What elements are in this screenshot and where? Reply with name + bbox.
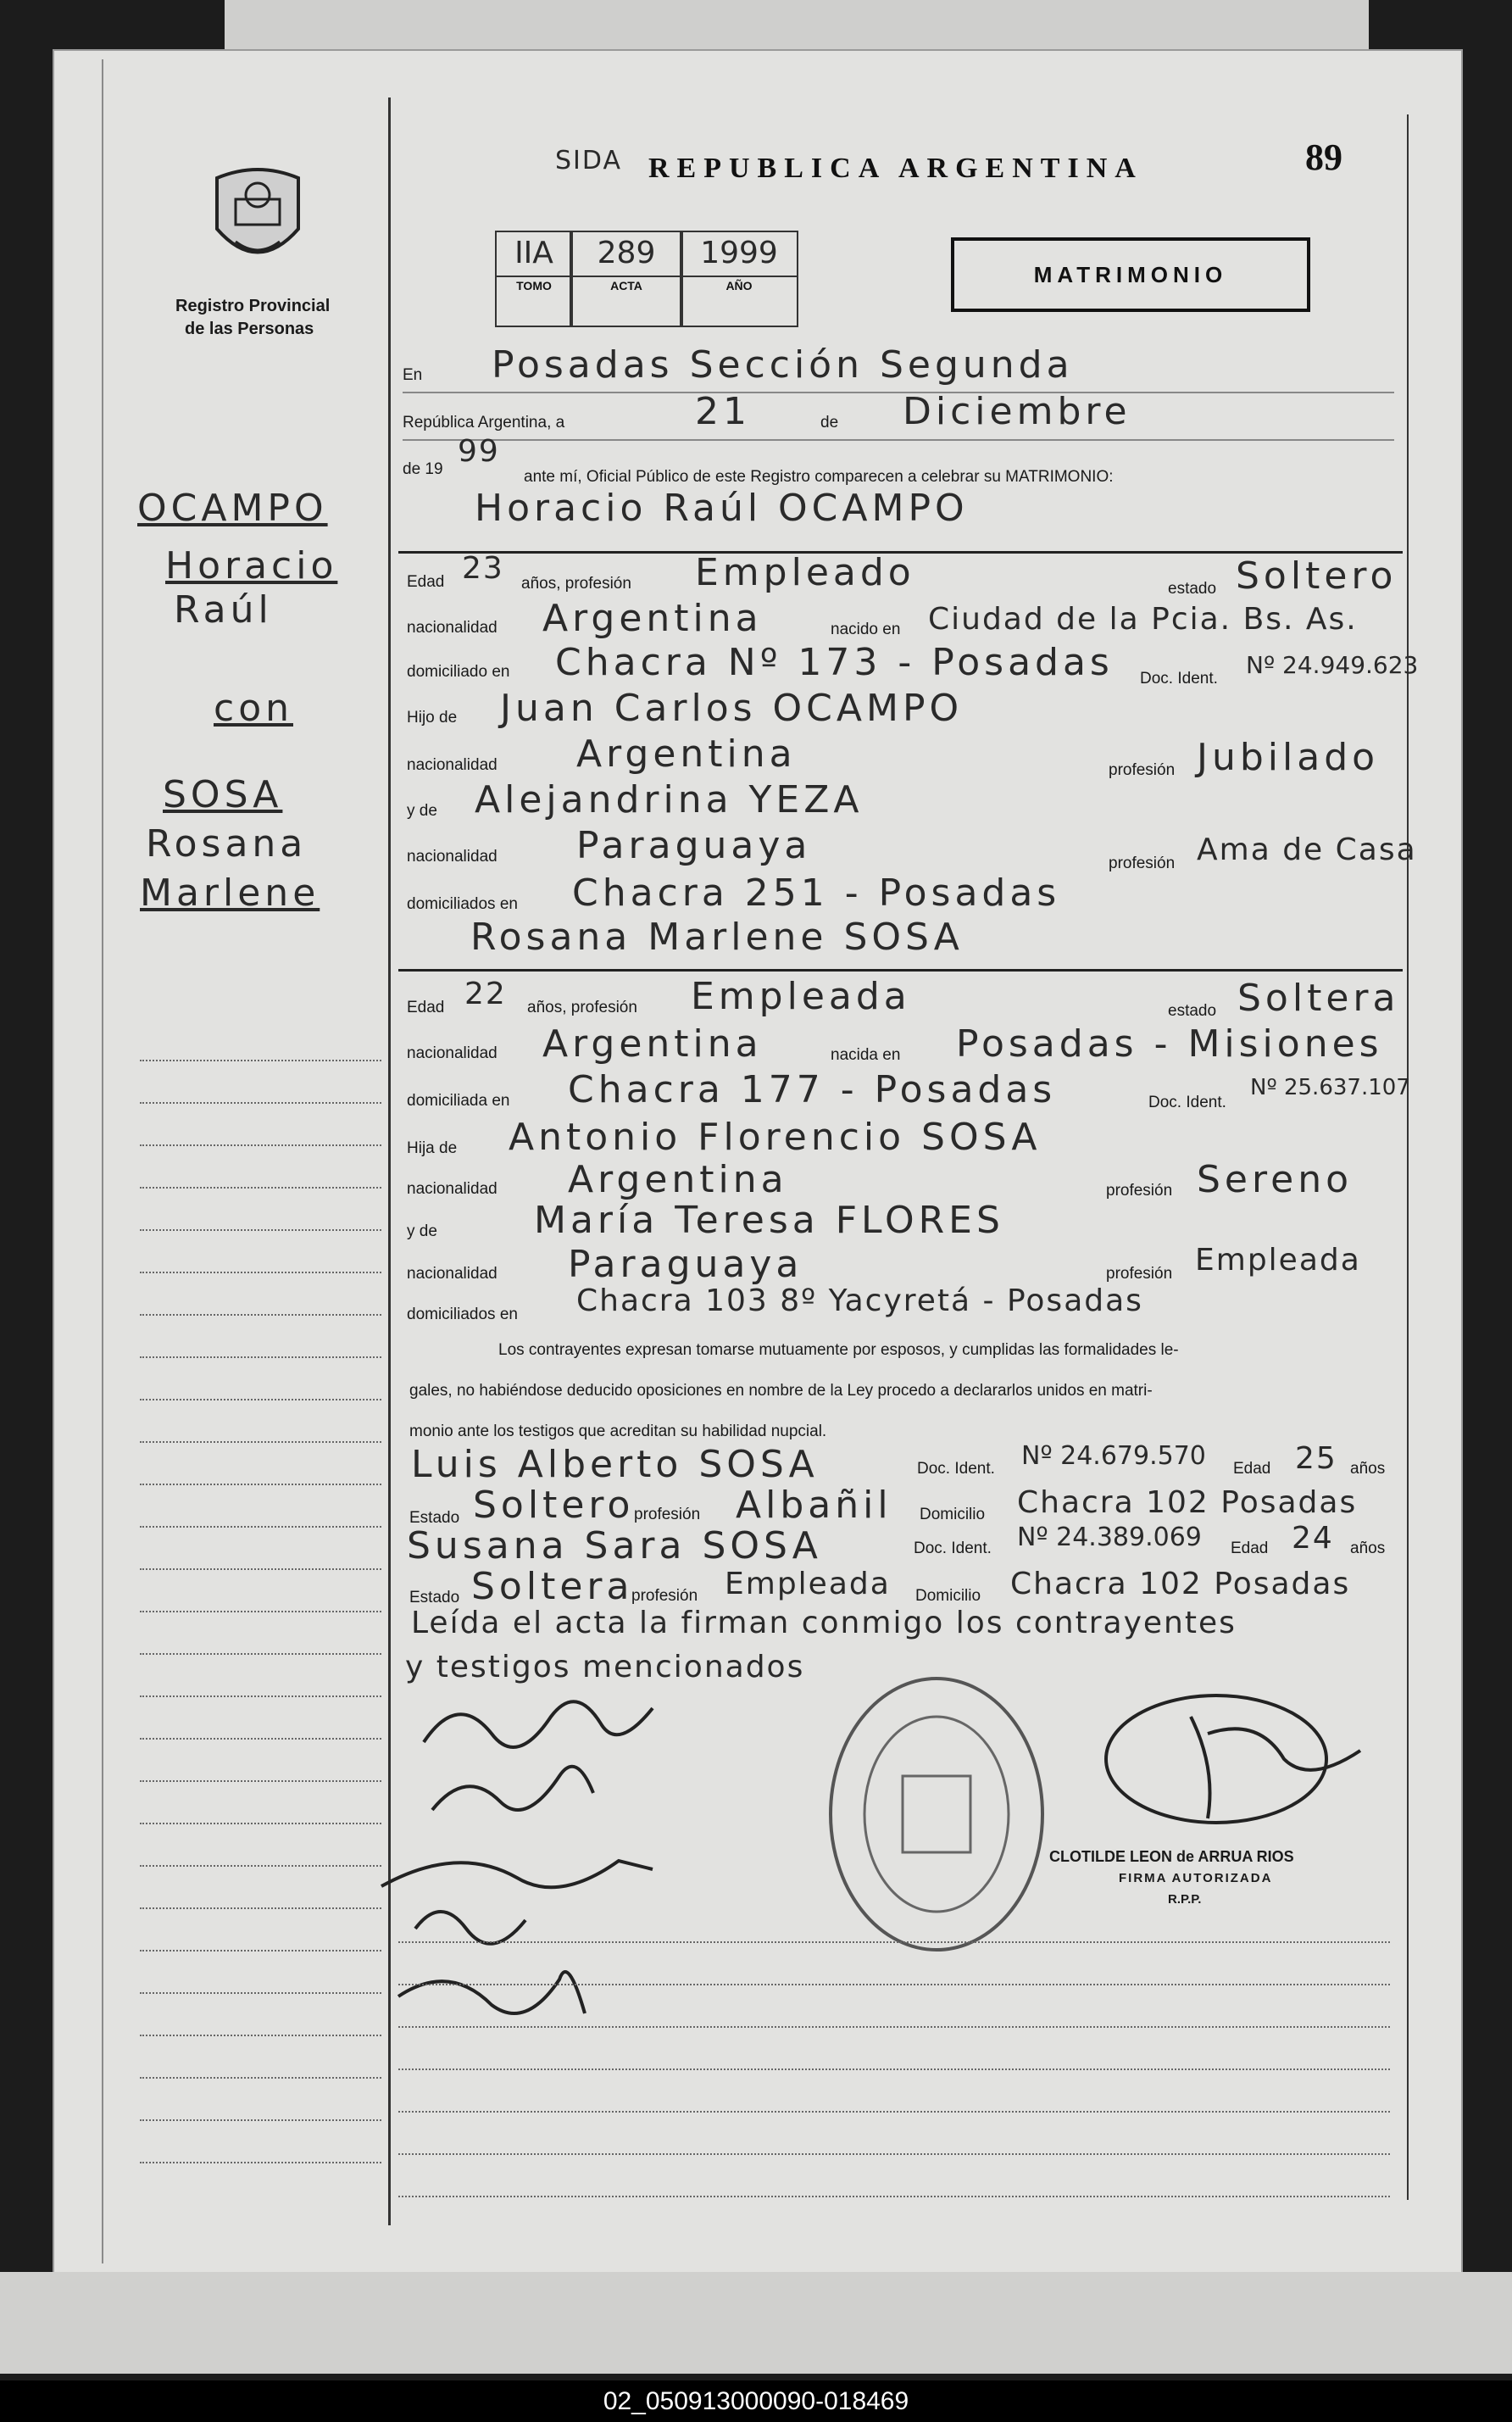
republica-label: República Argentina, a [403,414,565,432]
margin-rule [140,1102,381,1104]
witness2-address: Chacra 102 Posadas [1010,1567,1351,1601]
bride-mother-nationality: Paraguaya [568,1243,803,1286]
margin-groom-given1: Horacio [165,544,338,587]
groom-mother-nationality: Paraguaya [576,824,812,867]
margin-rule [140,1611,381,1612]
margin-rule [140,2035,381,2036]
declaration-line1: Los contrayentes expresan tomarse mutuamente por esposos, y cumplidas las formalidades le- [498,1341,1179,1359]
bride-parents-address: Chacra 103 8º Yacyretá - Posadas [576,1283,1143,1318]
witness1-age: 25 [1295,1441,1337,1476]
body-rule [398,2153,1390,2155]
nacionalidad-label: nacionalidad [407,619,498,637]
tomo-cell [495,231,573,327]
tomo-value: IIA [514,236,553,270]
father-profession-label: profesión [1109,761,1176,779]
margin-groom-surname: OCAMPO [137,487,328,530]
mother-profession-label: profesión [1109,855,1176,872]
groom-father: Juan Carlos OCAMPO [500,687,964,730]
margin-rule [140,1695,381,1697]
edad-label: Edad [407,573,445,591]
margin-rule [140,1144,381,1146]
body-rule [398,2068,1390,2070]
domiciliado-label: domiciliado en [407,663,510,681]
official-title: FIRMA AUTORIZADA [1119,1871,1273,1885]
margin-bride-given2: Marlene [140,871,320,915]
official-signature [1089,1683,1377,1852]
bride-anos-profesion-label: años, profesión [527,999,637,1016]
witness1-doc-label: Doc. Ident. [917,1460,995,1478]
hija-de-label: Hija de [407,1139,458,1157]
witness2-status: Soltera [471,1565,634,1608]
bride-full-name: Rosana Marlene SOSA [470,916,964,959]
year-prefix-label: de 19 [403,460,443,478]
groom-nationality: Argentina [542,597,763,640]
coat-of-arms-icon [210,161,305,276]
witness2-doc: Nº 24.389.069 [1017,1523,1202,1552]
rule [403,439,1394,441]
witness1-anos-label: años [1350,1460,1386,1478]
groom-status: Soltero [1236,554,1398,598]
bride-mother-profession-label: profesión [1106,1265,1173,1283]
mother-label: y de [407,802,437,820]
bride-mother-profession: Empleada [1195,1243,1361,1278]
bride-father-nationality: Argentina [568,1158,788,1201]
bride-mother: María Teresa FLORES [534,1199,1004,1242]
section-rule-middle [398,969,1403,972]
bride-mother-label: y de [407,1222,437,1240]
groom-father-nationality: Argentina [576,732,797,776]
witness2-anos-label: años [1350,1540,1386,1557]
bride-father-profession-label: profesión [1106,1182,1173,1200]
margin-rule [140,1865,381,1867]
bride-nationality: Argentina [542,1022,763,1066]
domiciliada-label: domiciliada en [407,1092,510,1110]
witness2-domicilio-label: Domicilio [915,1587,981,1605]
bride-father-nationality-label: nacionalidad [407,1180,498,1198]
witness2-profession: Empleada [725,1567,891,1601]
margin-rule [140,1441,381,1443]
bride-mother-nationality-label: nacionalidad [407,1265,498,1283]
bride-doc-label: Doc. Ident. [1148,1094,1226,1111]
bride-parents-address-label: domiciliados en [407,1306,518,1323]
groom-mother-profession: Ama de Casa [1197,832,1417,867]
bride-edad-label: Edad [407,999,445,1016]
image-id-label: 02_050913000090-018469 [0,2380,1512,2422]
margin-rule [140,1950,381,1952]
margin-rule [140,2077,381,2079]
scan-bottom-strip [0,2272,1512,2374]
witness2-doc-label: Doc. Ident. [914,1540,992,1557]
father-nationality-label: nacionalidad [407,756,498,774]
margin-rule [140,1314,381,1316]
anos-profesion-label: años, profesión [521,575,631,593]
prefix-annotation: SIDA [555,146,622,175]
margin-connector: con [214,687,293,730]
ante-statement: ante mí, Oficial Público de este Registro comparecen a celebrar su MATRIMONIO: [524,468,1114,486]
margin-rule [140,1568,381,1570]
declaration-line2: gales, no habiéndose deducido oposiciones en nombre de la Ley procedo a declararlos unidos en matri- [409,1382,1153,1400]
groom-mother: Alejandrina YEZA [475,778,864,821]
body-rule [398,1984,1390,1985]
official-name: CLOTILDE LEON de ARRUA RIOS [1049,1848,1294,1865]
agency-name-line1: Registro Provincial [175,297,331,315]
declaration-line3: monio ante los testigos que acreditan su habilidad nupcial. [409,1423,827,1440]
closing-line2: y testigos mencionados [405,1650,805,1684]
en-label: En [403,366,423,384]
margin-rule [140,1060,381,1061]
witness1-profession: Albañil [736,1484,892,1527]
witness2-age: 24 [1292,1521,1334,1556]
margin-rule [140,1399,381,1400]
margin-rule [140,2162,381,2163]
acta-cell [570,231,683,327]
groom-profession: Empleado [695,551,915,594]
page-number: 89 [1305,136,1342,178]
groom-full-name: Horacio Raúl OCAMPO [475,487,969,530]
bride-father-profession: Sereno [1197,1158,1353,1201]
bride-doc: Nº 25.637.107 [1250,1075,1410,1100]
witness1-edad-label: Edad [1233,1460,1271,1478]
groom-address: Chacra Nº 173 - Posadas [555,641,1114,684]
margin-rule [140,1907,381,1909]
bride-address: Chacra 177 - Posadas [568,1068,1057,1111]
day-value: 21 [695,390,751,433]
margin-groom-given2: Raúl [174,588,273,632]
witness2-name: Susana Sara SOSA [407,1524,822,1567]
margin-rule [140,1780,381,1782]
margin-rule [140,1356,381,1358]
agency-name-line2: de las Personas [185,320,314,338]
margin-rule [140,1653,381,1655]
place-value: Posadas Sección Segunda [492,343,1074,387]
body-rule [398,1941,1390,1943]
groom-father-profession: Jubilado [1197,736,1380,779]
groom-parents-address: Chacra 251 - Posadas [572,871,1061,915]
ano-cell [680,231,798,327]
bride-age: 22 [464,977,507,1011]
acta-value: 289 [597,236,656,270]
bride-father: Antonio Florencio SOSA [509,1116,1042,1159]
body-rule [398,2026,1390,2028]
bride-estado-label: estado [1168,1002,1217,1020]
witness2-edad-label: Edad [1231,1540,1269,1557]
right-border [1407,114,1409,2200]
bride-nacionalidad-label: nacionalidad [407,1044,498,1062]
margin-rule [140,1738,381,1740]
left-page-edge [102,59,103,2263]
record-type-box: MATRIMONIO [951,237,1310,312]
margin-rule [140,1272,381,1273]
witness1-name: Luis Alberto SOSA [411,1443,819,1486]
margin-rule [140,1187,381,1189]
hijo-de-label: Hijo de [407,709,458,727]
estado-label: estado [1168,580,1217,598]
margin-rule [140,1992,381,1994]
witness1-profesion-label: profesión [634,1506,701,1523]
body-rule [398,2111,1390,2113]
margin-rule [140,1229,381,1231]
witness1-address: Chacra 102 Posadas [1017,1485,1358,1520]
de-label: de [820,414,839,432]
witness1-estado-label: Estado [409,1509,460,1527]
parents-address-label: domiciliados en [407,895,518,913]
scan-background-strip [225,0,1369,51]
signatures [364,1674,720,2047]
margin-rule [140,1823,381,1824]
margin-rule [140,1484,381,1485]
witness1-doc: Nº 24.679.570 [1021,1441,1206,1471]
margin-bride-given1: Rosana [146,822,308,866]
witness2-estado-label: Estado [409,1589,460,1606]
ano-label: AÑO [681,276,797,292]
mother-nationality-label: nacionalidad [407,848,498,866]
groom-doc: Nº 24.949.623 [1246,651,1419,679]
margin-rule [140,1526,381,1528]
witness1-status: Soltero [473,1484,635,1527]
nacida-en-label: nacida en [831,1046,901,1064]
month-value: Diciembre [903,390,1131,433]
doc-label: Doc. Ident. [1140,670,1218,688]
year-suffix-value: 99 [458,434,500,469]
groom-birthplace: Ciudad de la Pcia. Bs. As. [928,602,1358,637]
closing-line1: Leída el acta la firman conmigo los contrayentes [411,1606,1237,1640]
bride-status: Soltera [1237,977,1400,1020]
bride-profession: Empleada [691,975,911,1018]
official-stamp [818,1666,1055,1963]
body-rule [398,2196,1390,2197]
tomo-label: TOMO [497,276,571,292]
acta-label: ACTA [571,276,681,292]
official-unit: R.P.P. [1168,1892,1202,1907]
witness2-profesion-label: profesión [631,1587,698,1605]
witness1-domicilio-label: Domicilio [920,1506,986,1523]
bride-birthplace: Posadas - Misiones [956,1022,1383,1066]
groom-age: 23 [462,551,504,586]
margin-bride-surname: SOSA [163,773,283,816]
country-title: REPUBLICA ARGENTINA [648,153,1143,184]
ano-value: 1999 [700,236,778,270]
margin-rule [140,2119,381,2121]
nacido-en-label: nacido en [831,621,901,638]
rule [403,392,1394,393]
